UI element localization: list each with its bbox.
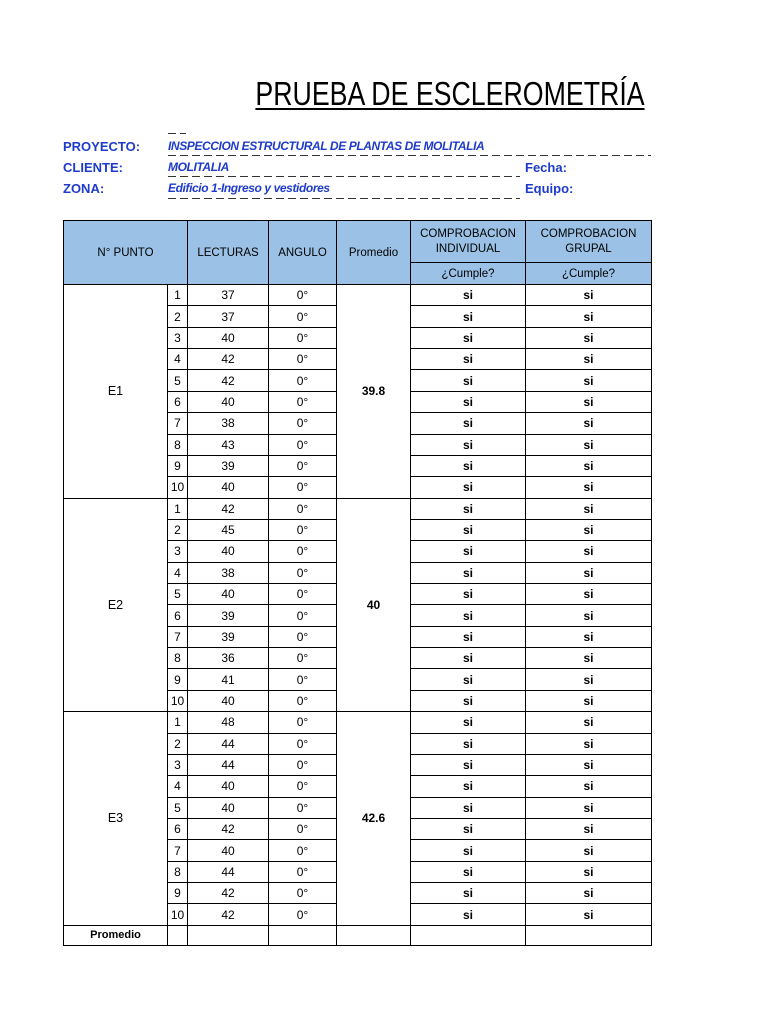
lectura-value: 37 [188, 285, 269, 306]
individual-check: si [411, 712, 526, 733]
individual-check: si [411, 626, 526, 647]
individual-check: si [411, 648, 526, 669]
individual-check: si [411, 754, 526, 775]
table-row [64, 712, 652, 733]
lectura-value: 40 [188, 327, 269, 348]
angulo-value: 0° [269, 626, 337, 647]
grupal-check: si [526, 541, 652, 562]
lectura-value: 42 [188, 349, 269, 370]
point-number: 2 [168, 306, 188, 327]
lectura-value: 36 [188, 648, 269, 669]
lectura-value: 43 [188, 434, 269, 455]
individual-check: si [411, 413, 526, 434]
angulo-value: 0° [269, 690, 337, 711]
footer-empty-cell [526, 925, 652, 945]
angulo-value: 0° [269, 584, 337, 605]
footer-empty-cell [337, 925, 411, 945]
angulo-value: 0° [269, 818, 337, 839]
point-number: 8 [168, 861, 188, 882]
grupal-check: si [526, 498, 652, 519]
individual-check: si [411, 541, 526, 562]
angulo-value: 0° [269, 648, 337, 669]
angulo-value: 0° [269, 797, 337, 818]
grupal-check: si [526, 434, 652, 455]
angulo-value: 0° [269, 455, 337, 476]
footer-empty-cell [411, 925, 526, 945]
lectura-value: 39 [188, 626, 269, 647]
col-header-grupal-line1: COMPROBACION [540, 227, 637, 240]
proyecto-value: INSPECCION ESTRUCTURAL DE PLANTAS DE MOLITALIA [168, 139, 485, 153]
individual-check: si [411, 370, 526, 391]
group-promedio: 40 [337, 498, 411, 712]
individual-check: si [411, 306, 526, 327]
point-number: 2 [168, 733, 188, 754]
angulo-value: 0° [269, 285, 337, 306]
individual-check: si [411, 861, 526, 882]
grupal-check: si [526, 883, 652, 904]
equipo-label: Equipo: [525, 181, 574, 196]
individual-check: si [411, 327, 526, 348]
grupal-check: si [526, 669, 652, 690]
col-header-angulo: ANGULO [269, 221, 337, 285]
footer-empty-cell [269, 925, 337, 945]
grupal-check: si [526, 605, 652, 626]
angulo-value: 0° [269, 733, 337, 754]
point-number: 4 [168, 349, 188, 370]
group-label: E1 [64, 285, 168, 499]
grupal-check: si [526, 818, 652, 839]
individual-check: si [411, 498, 526, 519]
grupal-check: si [526, 519, 652, 540]
individual-check: si [411, 690, 526, 711]
individual-check: si [411, 434, 526, 455]
cliente-label: CLIENTE: [63, 160, 123, 175]
point-number: 1 [168, 285, 188, 306]
grupal-check: si [526, 733, 652, 754]
point-number: 9 [168, 669, 188, 690]
point-number: 8 [168, 434, 188, 455]
grupal-check: si [526, 413, 652, 434]
angulo-value: 0° [269, 840, 337, 861]
lectura-value: 40 [188, 840, 269, 861]
point-number: 10 [168, 904, 188, 925]
grupal-check: si [526, 306, 652, 327]
angulo-value: 0° [269, 519, 337, 540]
individual-check: si [411, 840, 526, 861]
lectura-value: 42 [188, 818, 269, 839]
point-number: 2 [168, 519, 188, 540]
point-number: 6 [168, 605, 188, 626]
grupal-check: si [526, 327, 652, 348]
point-number: 7 [168, 413, 188, 434]
point-number: 4 [168, 776, 188, 797]
point-number: 9 [168, 883, 188, 904]
individual-check: si [411, 391, 526, 412]
zona-value: Edificio 1-Ingreso y vestidores [168, 181, 330, 195]
lectura-value: 38 [188, 413, 269, 434]
col-subheader-individual: ¿Cumple? [411, 263, 526, 285]
col-header-grupal-line2: GRUPAL [565, 242, 612, 255]
lectura-value: 44 [188, 733, 269, 754]
lectura-value: 42 [188, 498, 269, 519]
angulo-value: 0° [269, 904, 337, 925]
cliente-underline [168, 176, 520, 177]
point-number: 5 [168, 797, 188, 818]
cliente-value: MOLITALIA [168, 160, 229, 174]
lectura-value: 40 [188, 776, 269, 797]
point-number: 3 [168, 327, 188, 348]
footer-empty-cell [168, 925, 188, 945]
grupal-check: si [526, 349, 652, 370]
col-header-punto: N° PUNTO [64, 221, 188, 285]
table-row [64, 498, 652, 519]
angulo-value: 0° [269, 434, 337, 455]
grupal-check: si [526, 776, 652, 797]
grupal-check: si [526, 690, 652, 711]
fecha-label: Fecha: [525, 160, 567, 175]
lectura-value: 39 [188, 455, 269, 476]
decorative-dash-marks [168, 133, 186, 134]
point-number: 4 [168, 562, 188, 583]
grupal-check: si [526, 840, 652, 861]
angulo-value: 0° [269, 541, 337, 562]
angulo-value: 0° [269, 883, 337, 904]
grupal-check: si [526, 455, 652, 476]
angulo-value: 0° [269, 754, 337, 775]
col-header-individual [411, 221, 526, 263]
point-number: 10 [168, 690, 188, 711]
point-number: 9 [168, 455, 188, 476]
group-promedio: 39.8 [337, 285, 411, 499]
table-footer-row [64, 925, 652, 945]
col-header-promedio: Promedio [337, 221, 411, 285]
grupal-check: si [526, 477, 652, 498]
lectura-value: 40 [188, 477, 269, 498]
angulo-value: 0° [269, 306, 337, 327]
lectura-value: 44 [188, 754, 269, 775]
proyecto-label: PROYECTO: [63, 139, 141, 154]
lectura-value: 42 [188, 370, 269, 391]
footer-empty-cell [188, 925, 269, 945]
point-number: 5 [168, 370, 188, 391]
angulo-value: 0° [269, 712, 337, 733]
individual-check: si [411, 669, 526, 690]
lectura-value: 38 [188, 562, 269, 583]
point-number: 8 [168, 648, 188, 669]
point-number: 1 [168, 712, 188, 733]
zona-underline [168, 198, 520, 199]
grupal-check: si [526, 712, 652, 733]
lectura-value: 40 [188, 391, 269, 412]
col-header-individual-line2: INDIVIDUAL [435, 242, 501, 255]
grupal-check: si [526, 648, 652, 669]
individual-check: si [411, 477, 526, 498]
lectura-value: 40 [188, 541, 269, 562]
proyecto-underline [168, 155, 651, 156]
angulo-value: 0° [269, 562, 337, 583]
angulo-value: 0° [269, 605, 337, 626]
lectura-value: 48 [188, 712, 269, 733]
grupal-check: si [526, 904, 652, 925]
lectura-value: 42 [188, 883, 269, 904]
angulo-value: 0° [269, 370, 337, 391]
point-number: 7 [168, 840, 188, 861]
table-body [64, 285, 652, 926]
individual-check: si [411, 285, 526, 306]
angulo-value: 0° [269, 669, 337, 690]
lectura-value: 40 [188, 797, 269, 818]
grupal-check: si [526, 285, 652, 306]
point-number: 3 [168, 541, 188, 562]
angulo-value: 0° [269, 498, 337, 519]
point-number: 1 [168, 498, 188, 519]
group-label: E3 [64, 712, 168, 926]
col-header-lecturas: LECTURAS [188, 221, 269, 285]
individual-check: si [411, 883, 526, 904]
point-number: 5 [168, 584, 188, 605]
page-title: PRUEBA DE ESCLEROMETRÍA [255, 75, 645, 112]
angulo-value: 0° [269, 327, 337, 348]
individual-check: si [411, 818, 526, 839]
individual-check: si [411, 519, 526, 540]
zona-label: ZONA: [63, 181, 105, 196]
individual-check: si [411, 776, 526, 797]
col-header-individual-line1: COMPROBACION [420, 227, 516, 240]
point-number: 6 [168, 391, 188, 412]
angulo-value: 0° [269, 861, 337, 882]
point-number: 7 [168, 626, 188, 647]
angulo-value: 0° [269, 477, 337, 498]
lectura-value: 41 [188, 669, 269, 690]
grupal-check: si [526, 391, 652, 412]
table-header [64, 221, 652, 285]
grupal-check: si [526, 370, 652, 391]
point-number: 3 [168, 754, 188, 775]
grupal-check: si [526, 754, 652, 775]
lectura-value: 45 [188, 519, 269, 540]
individual-check: si [411, 797, 526, 818]
footer-promedio-label: Promedio [64, 925, 168, 945]
angulo-value: 0° [269, 776, 337, 797]
group-promedio: 42.6 [337, 712, 411, 926]
table-footer [64, 925, 652, 945]
table-header-row [64, 221, 652, 263]
individual-check: si [411, 605, 526, 626]
grupal-check: si [526, 584, 652, 605]
lectura-value: 37 [188, 306, 269, 327]
angulo-value: 0° [269, 349, 337, 370]
lectura-value: 42 [188, 904, 269, 925]
grupal-check: si [526, 626, 652, 647]
lectura-value: 44 [188, 861, 269, 882]
col-header-grupal [526, 221, 652, 263]
angulo-value: 0° [269, 391, 337, 412]
table-row [64, 285, 652, 306]
point-number: 6 [168, 818, 188, 839]
individual-check: si [411, 455, 526, 476]
point-number: 10 [168, 477, 188, 498]
grupal-check: si [526, 562, 652, 583]
sclerometry-table [63, 220, 652, 946]
lectura-value: 40 [188, 584, 269, 605]
individual-check: si [411, 733, 526, 754]
lectura-value: 39 [188, 605, 269, 626]
grupal-check: si [526, 797, 652, 818]
group-label: E2 [64, 498, 168, 712]
angulo-value: 0° [269, 413, 337, 434]
individual-check: si [411, 349, 526, 370]
individual-check: si [411, 562, 526, 583]
grupal-check: si [526, 861, 652, 882]
col-subheader-grupal: ¿Cumple? [526, 263, 652, 285]
individual-check: si [411, 584, 526, 605]
lectura-value: 40 [188, 690, 269, 711]
individual-check: si [411, 904, 526, 925]
